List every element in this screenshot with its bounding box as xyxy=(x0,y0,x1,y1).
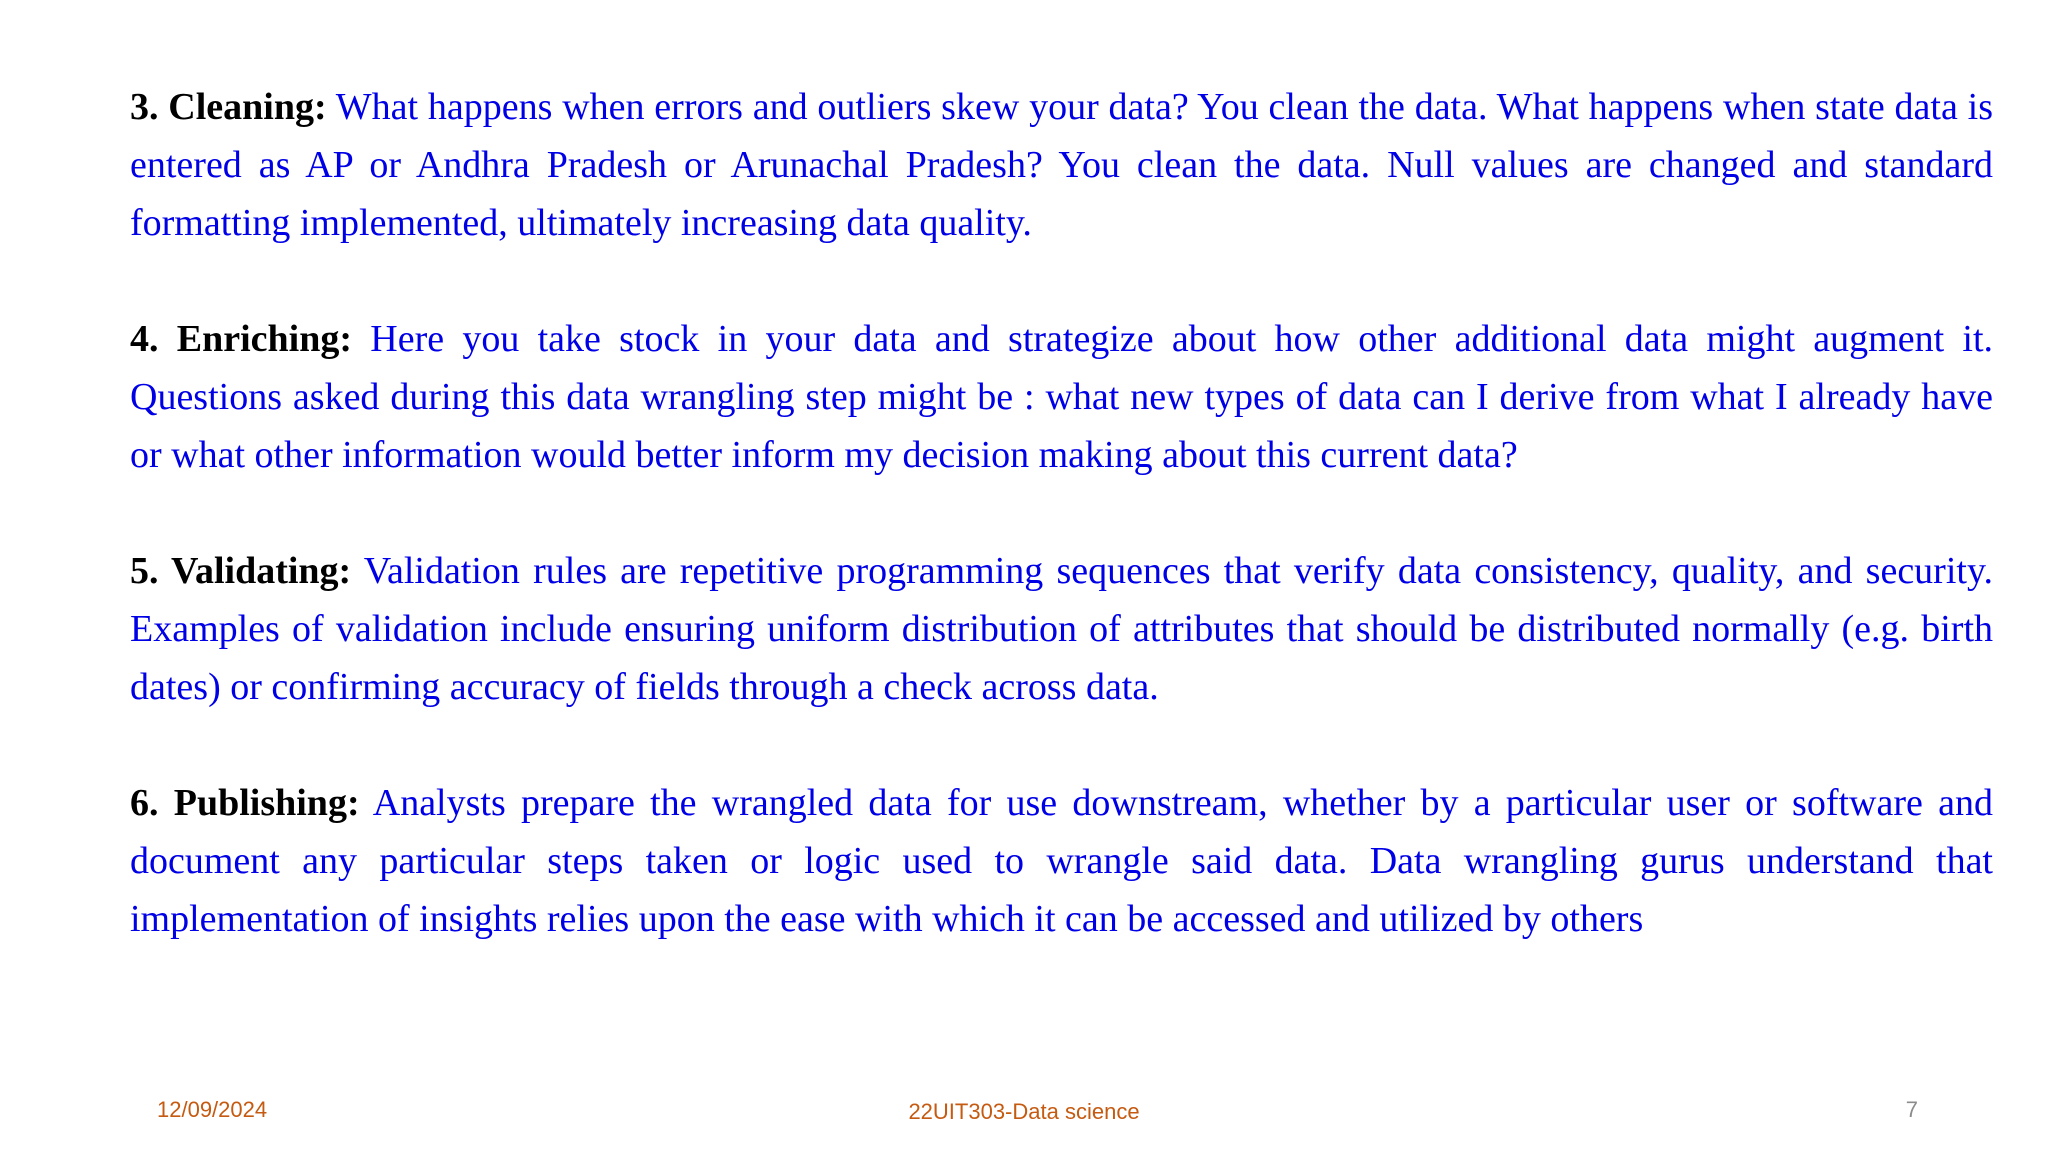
section-body: Analysts prepare the wrangled data for use downstream, whether by a particular user or software and document any particular steps taken or logic used to wrangle said data. Data wrangling gurus understand that implementation of insights relies upon the ease with which it can be accessed and utilized by others xyxy=(130,782,1993,940)
section-body: What happens when errors and outliers skew your data? You clean the data. What happens when state data is entered as AP or Andhra Pradesh or Arunachal Pradesh? You clean the data. Null values are changed and standard formatting implemented, ultimately increasing data quality. xyxy=(130,86,1993,244)
footer-date: 12/09/2024 xyxy=(157,1097,268,1122)
section-body: Validation rules are repetitive programming sequences that verify data consistency, quality, and security. Examples of validation include ensuring uniform distribution of attributes that should be distributed normally (e.g. birth dates) or confirming accuracy of fields through a check across data. xyxy=(130,550,1993,708)
section-cleaning xyxy=(130,78,1993,252)
section-heading: 6. Publishing: xyxy=(130,782,360,824)
section-validating xyxy=(130,542,1993,716)
section-heading: 4. Enriching: xyxy=(130,318,353,360)
section-enriching xyxy=(130,310,1993,484)
section-body: Here you take stock in your data and strategize about how other additional data might augment it. Questions asked during this data wrangling step might be : what new types of data can I derive from what I already have or what other information would better inform my decision making about this current data? xyxy=(130,318,1994,476)
section-heading: 5. Validating: xyxy=(130,550,352,592)
footer-course-title: 22UIT303-Data science xyxy=(908,1099,1140,1124)
footer-page-number: 7 xyxy=(1905,1097,1918,1122)
section-heading: 3. Cleaning: xyxy=(130,86,327,128)
section-publishing xyxy=(130,774,1993,948)
slide-body xyxy=(130,78,1993,1006)
